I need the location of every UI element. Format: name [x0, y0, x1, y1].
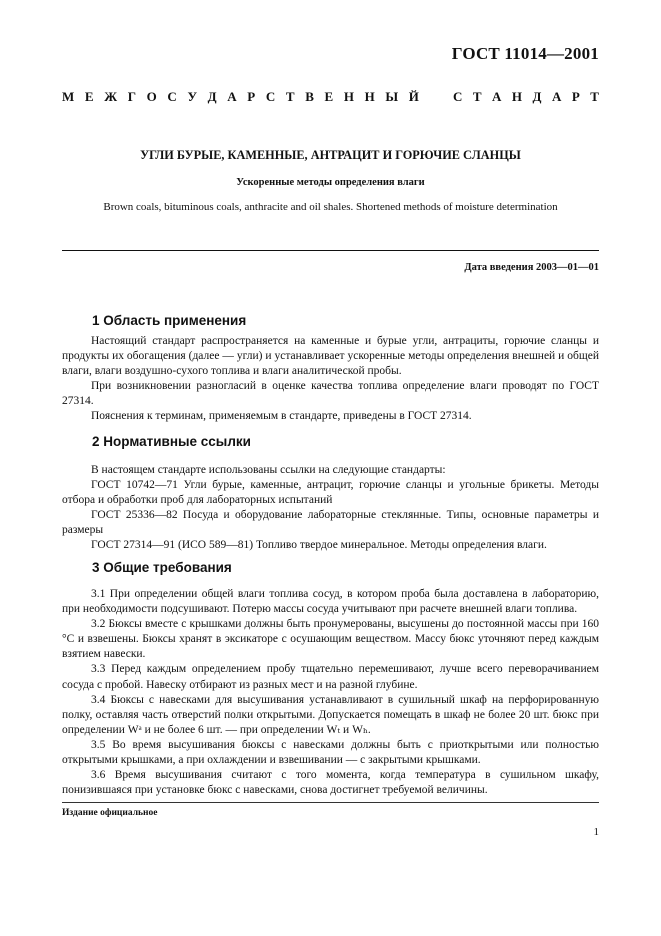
standard-type-heading	[62, 89, 599, 105]
english-title: Brown coals, bituminous coals, anthracite and oil shales. Shortened methods of moisture determination	[103, 201, 558, 213]
letter: А	[492, 89, 502, 104]
letter: Й	[408, 89, 419, 104]
paragraph: 3.3 Перед каждым определением пробу тщательно перемешивают, лучше всего переворачиванием сосуда с пробой. Навеску отбирают из разных мест и на разной глубине.	[62, 663, 599, 691]
section-body-scope	[62, 334, 599, 425]
letter: Д	[532, 89, 542, 104]
letter: М	[62, 89, 75, 104]
section-heading-references: 2 Нормативные ссылки	[92, 434, 251, 449]
standard-type-word-2	[453, 89, 599, 105]
letter: Г	[127, 89, 137, 104]
letter: Н	[364, 89, 375, 104]
letter: В	[305, 89, 314, 104]
section-heading-scope: 1 Область применения	[92, 313, 247, 328]
letter: Е	[324, 89, 334, 104]
paragraph: ГОСТ 25336—82 Посуда и оборудование лабораторные стеклянные. Типы, основные параметры и размеры	[62, 509, 599, 537]
letter: Р	[571, 89, 580, 104]
letter: У	[187, 89, 197, 104]
paragraph: Настоящий стандарт распространяется на каменные и бурые угли, антрациты, горючие сланцы и продукты их обогащения (далее — угли) и устанавливает ускоренные методы определения внешней и общей влаги, влаги воздушно-сухого топлива и влаги аналитической пробы.	[62, 335, 599, 378]
section-body-references	[62, 463, 599, 554]
header-divider	[62, 250, 599, 251]
section-body-requirements	[62, 587, 599, 798]
footer-divider	[62, 802, 599, 803]
standard-type-word-1	[62, 89, 419, 105]
letter: С	[453, 89, 463, 104]
document-code: ГОСТ 11014—2001	[451, 44, 599, 63]
document-subtitle: Ускоренные методы определения влаги	[236, 177, 425, 188]
paragraph: 3.5 Во время высушивания бюксы с навесками должны быть с приоткрытыми или полностью открытыми крышками, а при охлаждении и взвешивании — с закрытыми крышками.	[62, 738, 599, 767]
letter: Ж	[104, 89, 118, 104]
paragraph: 3.2 Бюксы вместе с крышками должны быть пронумерованы, высушены до постоянной массы при 160 °С и взвешены. Бюксы хранят в эксикаторе с осушающим веществом. Массу бюкс уточняют перед каждым взятием навески.	[62, 618, 599, 661]
edition-note: Издание официальное	[62, 808, 158, 818]
letter: Т	[285, 89, 295, 104]
effective-date: Дата введения 2003—01—01	[464, 262, 599, 273]
paragraph: В настоящем стандарте использованы ссылки на следующие стандарты:	[91, 464, 446, 476]
letter: Т	[590, 89, 599, 104]
paragraph: ГОСТ 27314—91 (ИСО 589—81) Топливо твердое минеральное. Методы определения влаги.	[91, 539, 547, 552]
letter: Д	[207, 89, 217, 104]
page-number: 1	[593, 826, 599, 838]
paragraph: Пояснения к терминам, применяемым в стандарте, приведены в ГОСТ 27314.	[91, 410, 472, 423]
paragraph: 3.6 Время высушивания считают с того момента, когда температура в сушильном шкафу, понизившаяся при установке бюкс с навесками, снова достигнет требуемой величины.	[62, 769, 599, 797]
document-title: УГЛИ БУРЫЕ, КАМЕННЫЕ, АНТРАЦИТ И ГОРЮЧИЕ СЛАНЦЫ	[140, 148, 521, 162]
letter: О	[146, 89, 157, 104]
letter: Т	[472, 89, 482, 104]
letter: С	[265, 89, 276, 104]
letter: Н	[511, 89, 523, 104]
section-heading-requirements: 3 Общие требования	[92, 560, 232, 575]
letter: С	[167, 89, 177, 104]
letter: А	[551, 89, 562, 104]
paragraph: 3.4 Бюксы с навесками для высушивания устанавливают в сушильный шкаф на перфорированную полку, оставляя часть отверстий полки открытыми. Допускается помещать в шкаф не более 20 шт. бюкс при определении Wᵃ и не более 6 шт. — при определении Wₜ и Wₕ.	[62, 693, 599, 736]
letter: Р	[247, 89, 256, 104]
letter: Е	[84, 89, 94, 104]
letter: Н	[343, 89, 354, 104]
letter: А	[227, 89, 237, 104]
paragraph: 3.1 При определении общей влаги топлива сосуд, в котором проба была доставлена в лабораторию, при необходимости подсушивают. Потерю массы сосуда учитывают при расчете внешней влаги топлива.	[62, 588, 599, 616]
paragraph: ГОСТ 10742—71 Угли бурые, каменные, антрацит, горючие сланцы и угольные брикеты. Методы отбора и обработки проб для лабораторных испытаний	[62, 479, 599, 507]
paragraph: При возникновении разногласий в оценке качества топлива определение влаги проводят по ГОСТ 27314.	[62, 380, 599, 408]
letter: Ы	[385, 89, 399, 104]
